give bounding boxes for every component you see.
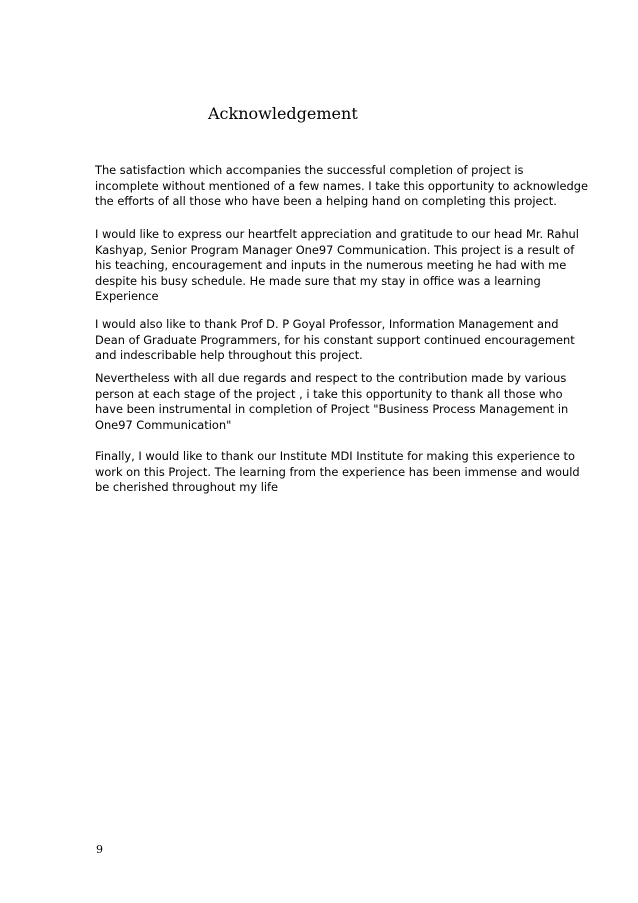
- page-number: 9: [96, 843, 103, 856]
- paragraph-line: I would like to express our heartfelt appreciation and gratitude to our head Mr. Rahul: [95, 227, 579, 241]
- paragraph-line: Experience: [95, 289, 159, 303]
- paragraph-line: One97 Communication": [95, 417, 232, 432]
- paragraph-line: Finally, I would like to thank our Institute MDI Institute for making this experience to: [95, 449, 575, 463]
- paragraph-line: the efforts of all those who have been a helping hand on completing this project.: [95, 194, 557, 208]
- paragraph-line: despite his busy schedule. He made sure that my stay in office was a learning: [95, 273, 541, 288]
- paragraph-line: Kashyap, Senior Program Manager One97 Communication. This project is a result of: [95, 242, 575, 257]
- paragraph-5: [95, 449, 580, 496]
- paragraph-line: and indescribable help throughout this project.: [95, 348, 363, 362]
- page-title: Acknowledgement: [208, 104, 358, 123]
- paragraph-line: have been instrumental in completion of Project "Business Process Management in: [95, 402, 569, 416]
- paragraph-line: work on this Project. The learning from the experience has been immense and would: [95, 464, 580, 479]
- paragraph-line: Dean of Graduate Programmers, for his constant support continued encouragement: [95, 332, 575, 347]
- paragraph-line: The satisfaction which accompanies the successful completion of project is: [95, 163, 524, 177]
- paragraph-line: incomplete without mentioned of a few names. I take this opportunity to acknowledge: [95, 178, 588, 193]
- paragraph-line: person at each stage of the project , i take this opportunity to thank all those who: [95, 386, 563, 401]
- paragraph-line: be cherished throughout my life: [95, 480, 279, 494]
- paragraph-line: Nevertheless with all due regards and respect to the contribution made by various: [95, 371, 567, 385]
- paragraph-3: [95, 317, 575, 364]
- paragraph-line: I would also like to thank Prof D. P Goyal Professor, Information Management and: [95, 317, 559, 331]
- paragraph-2: [95, 227, 579, 305]
- paragraph-1: [95, 163, 588, 210]
- paragraph-4: [95, 371, 569, 433]
- paragraph-line: his teaching, encouragement and inputs in the numerous meeting he had with me: [95, 258, 567, 272]
